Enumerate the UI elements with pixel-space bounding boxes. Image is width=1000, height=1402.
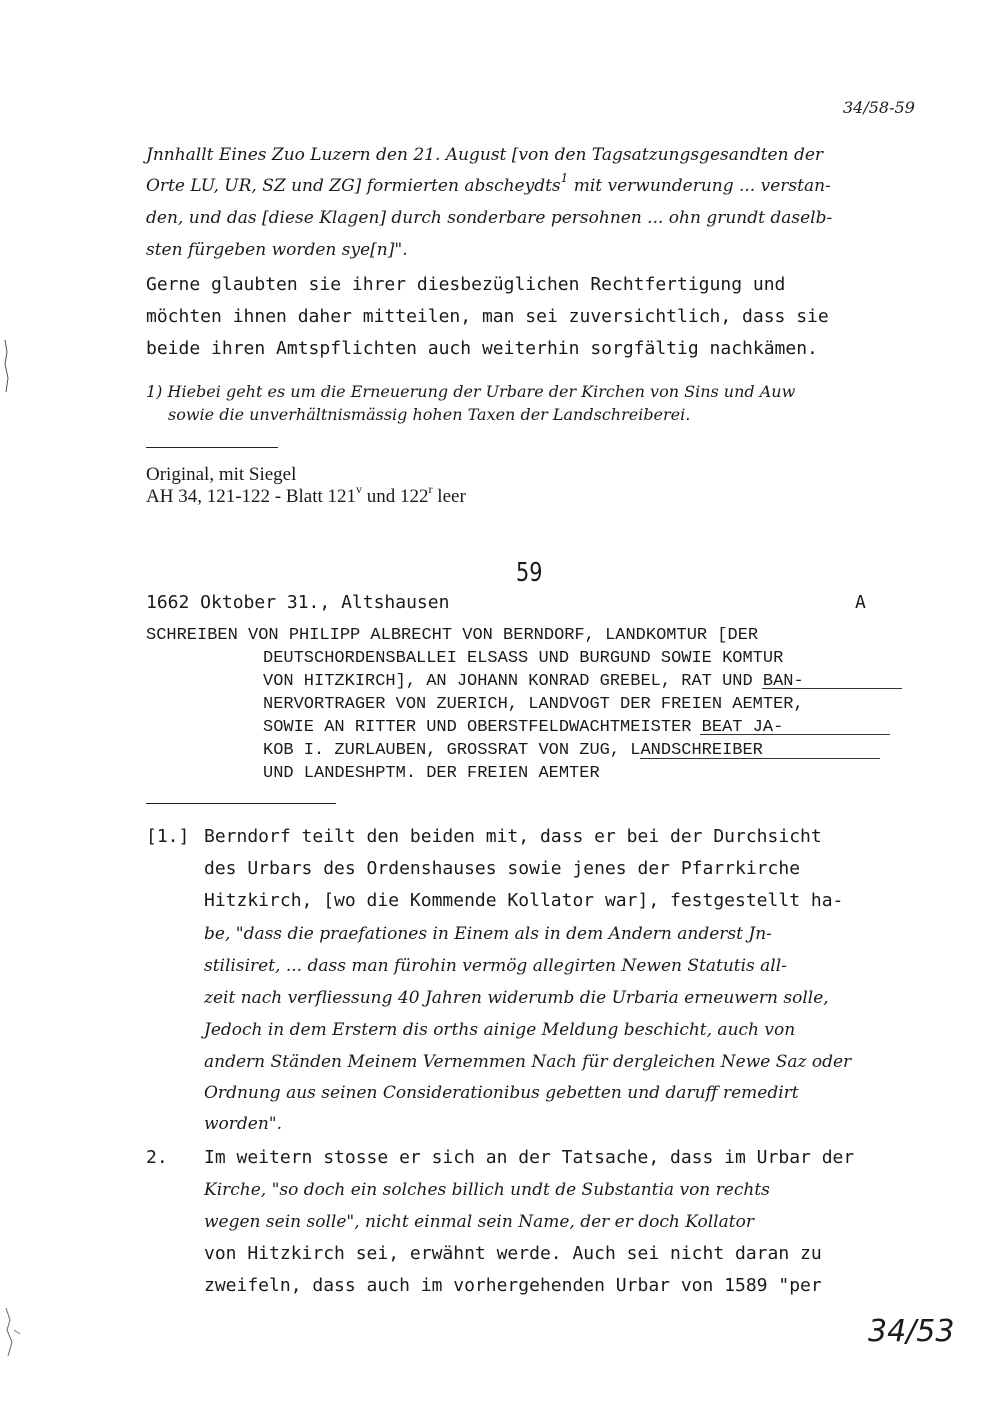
item-line: be, "dass die praefationes in Einem als in dem Andern anderst Jn- bbox=[204, 924, 772, 944]
quote-line: sten fürgeben worden sye[n]". bbox=[146, 240, 408, 260]
item-line-text: wegen sein solle", nicht einmal sein Name, der er doch Kollator bbox=[204, 1212, 754, 1232]
separator-rule bbox=[146, 803, 336, 804]
document-type-marker: A bbox=[855, 592, 866, 613]
item-line: worden". bbox=[204, 1114, 283, 1134]
scan-edge-mark bbox=[0, 330, 14, 400]
footnote-marker: 1 bbox=[560, 171, 569, 185]
footnote-line: 1) Hiebei geht es um die Erneuerung der Urbare der Kirchen von Sins und Auw bbox=[146, 382, 796, 401]
handwritten-page-number: 34/53 bbox=[868, 1314, 955, 1349]
item-line: zweifeln, dass auch im vorhergehenden Urbar von 1589 "per bbox=[204, 1275, 822, 1296]
source-archive-text: leer bbox=[432, 486, 466, 507]
footnote-line: sowie die unverhältnismässig hohen Taxen der Landschreiberei. bbox=[168, 405, 691, 424]
item-line: andern Ständen Meinem Vernemmen Nach für dergleichen Newe Saz oder bbox=[204, 1052, 852, 1072]
title-line: DEUTSCHORDENSBALLEI ELSASS UND BURGUND SOWIE KOMTUR bbox=[263, 649, 784, 668]
item-line: Kirche, "so doch ein solches billich undt de Substantia von rechts bbox=[204, 1180, 770, 1200]
underline-mark bbox=[640, 758, 880, 759]
item-line bbox=[204, 1212, 754, 1232]
item-line: von Hitzkirch sei, erwähnt werde. Auch sei nicht daran zu bbox=[204, 1243, 822, 1264]
quote-line: Jnnhallt Eines Zuo Luzern den 21. August [von den Tagsatzungsgesandten der bbox=[146, 145, 824, 165]
title-line: VON HITZKIRCH], AN JOHANN KONRAD GREBEL, RAT UND BAN- bbox=[263, 672, 804, 691]
title-line: UND LANDESHPTM. DER FREIEN AEMTER bbox=[263, 764, 600, 783]
document-number: 59 bbox=[516, 558, 543, 588]
quote-text: Orte LU, UR, SZ und ZG] formierten abscheydts bbox=[146, 176, 561, 196]
source-original: Original, mit Siegel bbox=[146, 464, 297, 485]
title-line: KOB I. ZURLAUBEN, GROSSRAT VON ZUG, LANDSCHREIBER bbox=[263, 741, 763, 760]
item-line: zeit nach verfliessung 40 Jahren widerumb die Urbaria erneuwern solle, bbox=[204, 988, 829, 1008]
item-line: stilisiret, ... dass man fürohin vermög allegirten Newen Statutis all- bbox=[204, 956, 787, 976]
underline-mark bbox=[700, 734, 890, 735]
page-reference: 34/58-59 bbox=[843, 98, 915, 117]
source-archive-text: AH 34, 121-122 - Blatt 121 bbox=[146, 486, 357, 507]
underline-mark bbox=[762, 688, 902, 689]
body-line: beide ihren Amtspflichten auch weiterhin sorgfältig nachkämen. bbox=[146, 338, 818, 359]
item-line: Hitzkirch, [wo die Kommende Kollator war], festgestellt ha- bbox=[204, 890, 844, 911]
source-archive-text: und 122 bbox=[362, 486, 429, 507]
title-line: SCHREIBEN VON PHILIPP ALBRECHT VON BERNDORF, LANDKOMTUR [DER bbox=[146, 626, 759, 645]
body-line: möchten ihnen daher mitteilen, man sei zuversichtlich, dass sie bbox=[146, 306, 829, 327]
item-line: Jedoch in dem Erstern dis orths ainige Meldung beschicht, auch von bbox=[204, 1020, 796, 1040]
title-line: NERVORTRAGER VON ZUERICH, LANDVOGT DER FREIEN AEMTER, bbox=[263, 695, 804, 714]
superscript-recto: r bbox=[428, 482, 433, 496]
item-line: des Urbars des Ordenshauses sowie jenes der Pfarrkirche bbox=[204, 858, 801, 879]
item-line: Ordnung aus seinen Considerationibus gebetten und daruff remedirt bbox=[204, 1083, 799, 1103]
superscript-verso: v bbox=[356, 482, 363, 496]
item-line: Berndorf teilt den beiden mit, dass er bei der Durchsicht bbox=[204, 826, 822, 847]
separator-rule bbox=[146, 447, 278, 448]
date-place: 1662 Oktober 31., Altshausen bbox=[146, 592, 450, 613]
title-line: SOWIE AN RITTER UND OBERSTFELDWACHTMEISTER BEAT JA- bbox=[263, 718, 784, 737]
quote-line bbox=[146, 171, 831, 196]
scan-edge-mark bbox=[0, 1300, 30, 1370]
quote-line: den, und das [diese Klagen] durch sonderbare persohnen ... ohn grundt daselb- bbox=[146, 208, 833, 228]
item-number: [1.] bbox=[146, 826, 190, 847]
source-archive bbox=[146, 482, 466, 508]
item-number: 2. bbox=[146, 1147, 168, 1168]
body-line: Gerne glaubten sie ihrer diesbezüglichen Rechtfertigung und bbox=[146, 274, 786, 295]
item-line: Im weitern stosse er sich an der Tatsache, dass im Urbar der bbox=[204, 1147, 855, 1168]
quote-text: mit verwunderung ... verstan- bbox=[568, 176, 831, 196]
